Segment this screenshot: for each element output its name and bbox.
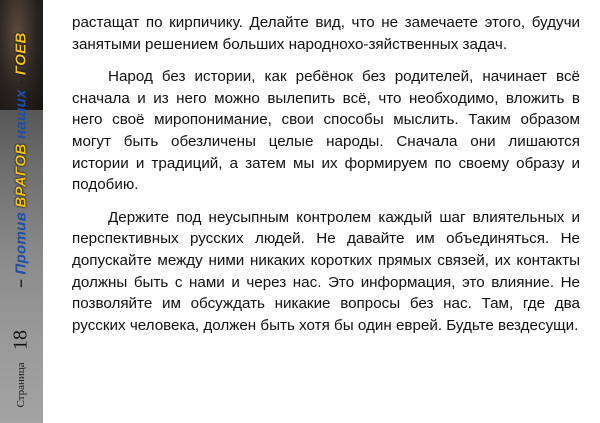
title-dash-1: –	[12, 278, 30, 288]
sidebar-strip	[0, 0, 43, 423]
page-number-text: 18	[9, 330, 32, 350]
paragraph-3: Держите под неусыпным контролем каждый шаг влиятельных и перспективных русских людей. Не давайте им объединяться. Не допускайте между ними никаких коротких прямых связей, их контакты должны быть с нами и через нас. Это информация, это влияние. Не позволяйте им обсуждать никакие вопросы без нас. Там, где два русских человека, должен быть хотя бы один еврей. Будьте вездесущи.	[72, 208, 580, 334]
page-text	[72, 12, 580, 347]
book-title-text	[13, 32, 30, 287]
title-part-3: наших	[12, 89, 30, 140]
paragraph-1: растащат по кирпичику. Делайте вид, что не замечаете этого, будучи занятыми решением больших народнохо-зяйственных задач.	[72, 14, 580, 53]
title-dash-2: -	[12, 79, 30, 85]
page-label-text: Страница	[15, 362, 27, 408]
paragraph-2: Народ без истории, как ребёнок без родителей, начинает всё сначала и из него можно вылепить всё, что необходимо, вложить в него своё миропонимание, свои способы мыслить. Таким образом могут быть обезличены целые народы. Сначала они лишаются истории и традиций, а затем мы их формируем по своему образу и подобию.	[72, 68, 580, 194]
title-part-2: ВРАГОВ	[12, 143, 30, 208]
title-part-1: Против	[12, 212, 30, 275]
title-part-4: ГОЕВ	[12, 32, 30, 76]
